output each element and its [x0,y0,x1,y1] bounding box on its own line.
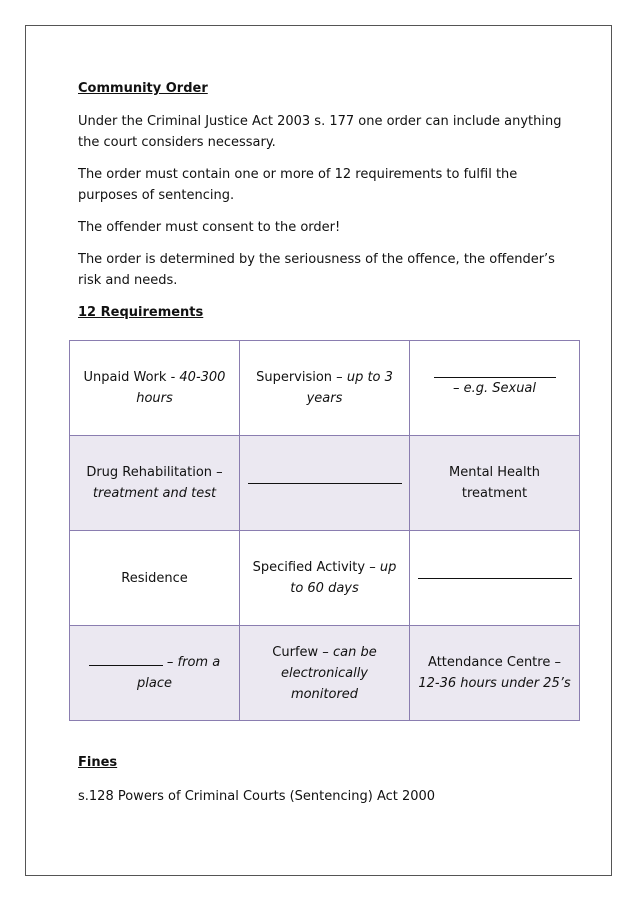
residence-label: Residence [121,570,188,586]
cell-unpaid-work [70,341,240,436]
attendance-label: Attendance Centre – [428,655,561,670]
attendance-hint: 12-36 hours under 25’s [418,676,571,691]
blank-line [434,377,556,378]
curfew-label: Curfew – [272,644,329,660]
paragraph-seriousness: The order is determined by the seriousness of the offence, the offender’s risk and needs. [78,252,555,288]
fines-section [78,752,568,818]
paragraph-requirements: The order must contain one or more of 12 requirements to fulfil the purposes of sentencing. [78,167,518,203]
curfew-hint: can be electronically monitored [280,644,377,702]
blank-sexual-hint: – e.g. Sexual [452,381,537,396]
cell-blank-place [70,626,240,721]
fines-text: s.128 Powers of Criminal Courts (Sentencing) Act 2000 [78,789,436,804]
blank-line [89,652,163,666]
specified-activity-label: Specified Activity – [252,560,376,575]
blank-line [418,578,572,579]
cell-drug-rehabilitation [70,436,240,531]
supervision-hint: up to 3 years [306,370,393,406]
community-order-heading: Community Order [78,81,208,96]
specified-activity-hint: up to 60 days [290,560,397,596]
drug-label: Drug Rehabilitation – [86,465,223,480]
requirements-table [69,340,580,721]
cell-attendance-centre [410,626,580,721]
table-row [70,626,580,721]
mental-health-label: Mental Health treatment [449,465,540,501]
cell-blank-middle [240,436,410,531]
community-order-section [78,78,568,337]
cell-blank-right [410,531,580,626]
cell-mental-health [410,436,580,531]
table-row [70,436,580,531]
cell-blank-sexual [410,341,580,436]
unpaid-work-hint: 40-300 hours [136,370,226,406]
requirements-heading: 12 Requirements [78,305,204,320]
paragraph-consent: The offender must consent to the order! [78,220,341,235]
table-row [70,531,580,626]
cell-supervision [240,341,410,436]
cell-residence [70,531,240,626]
drug-hint: treatment and test [92,486,217,501]
supervision-label: Supervision – [256,370,343,385]
cell-specified-activity [240,531,410,626]
paragraph-criminal-justice-act: Under the Criminal Justice Act 2003 s. 177 one order can include anything the court considers necessary. [78,114,562,150]
fines-heading: Fines [78,755,118,770]
table-row [70,341,580,436]
blank-line [248,483,402,484]
blank-place-hint: – from a place [137,655,221,691]
cell-curfew [240,626,410,721]
unpaid-work-label: Unpaid Work - [83,370,176,385]
